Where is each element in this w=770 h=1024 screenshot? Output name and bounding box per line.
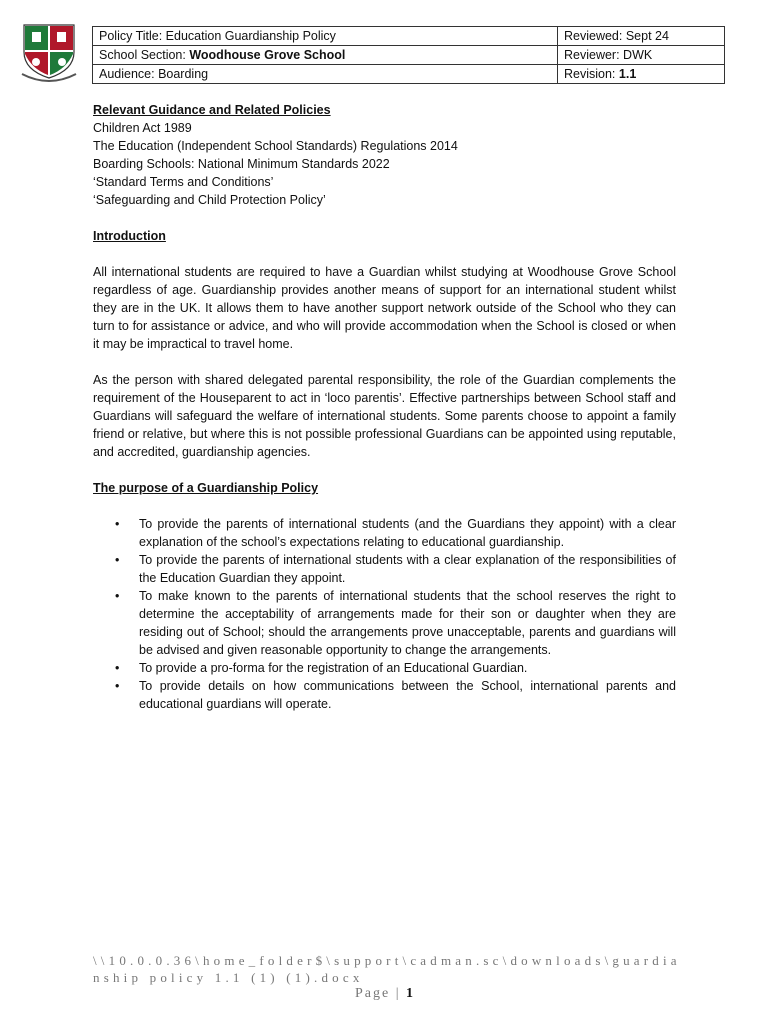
guidance-item: Boarding Schools: National Minimum Standards 2022 <box>93 157 390 171</box>
introduction-paragraph: As the person with shared delegated parental responsibility, the role of the Guardian complements the requirement of the Houseparent to act in ‘loco parentis’. Effective partnerships between School staff and Guardians will safeguard the welfare of international students. Some parents choose to appoint a family friend or relative, but where this is not possible professional Guardians can be appointed using reputable, and accredited, guardianship agencies. <box>93 373 676 459</box>
revision <box>558 65 725 84</box>
page-number-footer <box>0 986 770 1002</box>
introduction-paragraph: All international students are required to have a Guardian whilst studying at Woodhouse Grove School regardless of age. Guardianship provides another means of support for an international student whilst they are in the UK. It allows them to have another support network outside of the School who they can turn to for assistance or advice, and who will provide accommodation when the School is closed or when it may be impractical to travel home. <box>93 265 676 351</box>
file-path-footer: \\10.0.0.36\home_folder$\support\cadman.sc\downloads\guardianship policy 1.1 (1) (1).docx <box>93 953 681 985</box>
list-item: • To make known to the parents of international students that the school reserves the right to determine the acceptability of arrangements made for their son or daughter when they are residing out of School; should the arrangements prove unacceptable, parents and guardians will be advised and given reasonable opportunity to change the arrangements. <box>115 589 676 657</box>
page-label: Page | <box>354 986 407 1001</box>
revision-label: Revision: <box>564 67 619 81</box>
audience: Audience: Boarding <box>93 65 558 84</box>
guidance-item: The Education (Independent School Standards) Regulations 2014 <box>93 139 458 153</box>
reviewed-date: Reviewed: Sept 24 <box>558 27 725 46</box>
list-item: • To provide the parents of international students (and the Guardians they appoint) with a clear explanation of the school’s expectations relating to educational guardianship. <box>115 517 676 549</box>
guidance-item: ‘Safeguarding and Child Protection Policy’ <box>93 193 326 207</box>
school-section <box>93 46 558 65</box>
policy-title: Policy Title: Education Guardianship Policy <box>93 27 558 46</box>
reviewer: Reviewer: DWK <box>558 46 725 65</box>
table-row <box>93 65 725 84</box>
document-body <box>93 101 676 713</box>
school-crest-icon <box>20 22 78 84</box>
purpose-list <box>93 515 676 713</box>
guidance-item: Children Act 1989 <box>93 121 192 135</box>
table-row <box>93 27 725 46</box>
guidance-item: ‘Standard Terms and Conditions’ <box>93 175 274 189</box>
list-item: • To provide a pro-forma for the registration of an Educational Guardian. <box>115 661 528 675</box>
introduction-heading: Introduction <box>93 229 166 243</box>
school-section-label: School Section: <box>99 48 190 62</box>
list-item: • To provide the parents of international students with a clear explanation of the responsibilities of the Education Guardian they appoint. <box>115 553 676 585</box>
purpose-heading: The purpose of a Guardianship Policy <box>93 481 319 495</box>
page-number: 1 <box>406 986 416 1001</box>
revision-value: 1.1 <box>618 67 637 81</box>
table-row <box>93 46 725 65</box>
school-section-value: Woodhouse Grove School <box>189 48 346 62</box>
list-item: • To provide details on how communications between the School, international parents and educational guardians will operate. <box>115 679 676 711</box>
guidance-heading: Relevant Guidance and Related Policies <box>93 103 331 117</box>
policy-header-table <box>92 26 725 84</box>
